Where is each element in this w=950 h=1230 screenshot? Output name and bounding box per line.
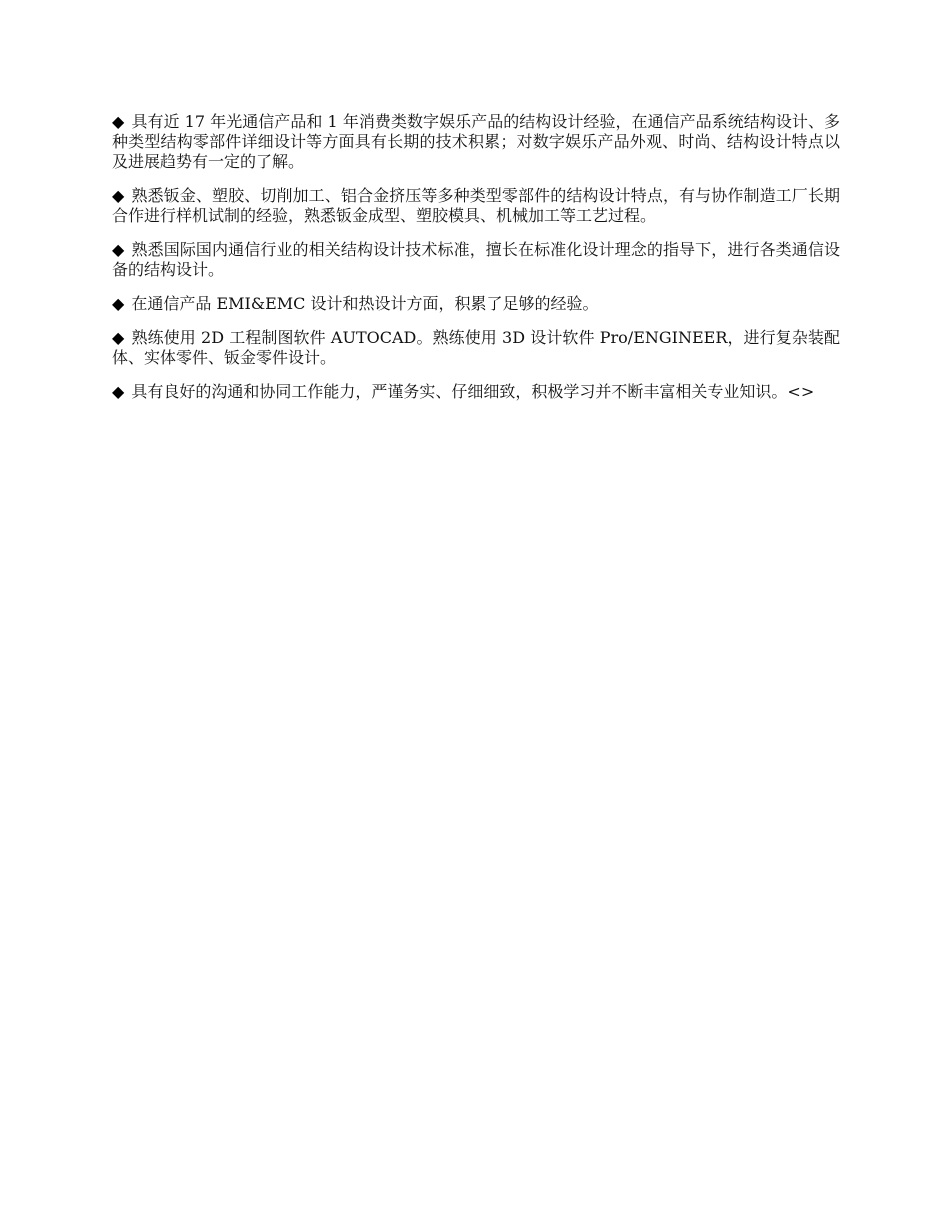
- diamond-bullet-icon: ◆: [112, 240, 125, 259]
- diamond-bullet-icon: ◆: [112, 382, 125, 401]
- paragraph-teamwork: [112, 382, 840, 402]
- diamond-bullet-icon: ◆: [112, 186, 125, 205]
- paragraph-text: 熟悉钣金、塑胶、切削加工、铝合金挤压等多种类型零部件的结构设计特点，有与协作制造工厂长期合作进行样机试制的经验，熟悉钣金成型、塑胶模具、机械加工等工艺过程。: [112, 186, 840, 225]
- diamond-bullet-icon: ◆: [112, 294, 125, 313]
- paragraph-experience: [112, 112, 840, 172]
- paragraph-standards: [112, 240, 840, 280]
- paragraph-text: 在通信产品 EMI&EMC 设计和热设计方面，积累了足够的经验。: [131, 294, 599, 313]
- paragraph-software: [112, 328, 840, 368]
- paragraph-materials: [112, 186, 840, 226]
- diamond-bullet-icon: ◆: [112, 328, 125, 347]
- paragraph-text: 熟悉国际国内通信行业的相关结构设计技术标准，擅长在标准化设计理念的指导下，进行各类通信设备的结构设计。: [112, 240, 840, 279]
- diamond-bullet-icon: ◆: [112, 112, 125, 131]
- paragraph-text: 具有近 17 年光通信产品和 1 年消费类数字娱乐产品的结构设计经验，在通信产品系统结构设计、多种类型结构零部件详细设计等方面具有长期的技术积累；对数字娱乐产品外观、时尚、结构设计特点以及进展趋势有一定的了解。: [112, 112, 840, 171]
- paragraph-text: 具有良好的沟通和协同工作能力，严谨务实、仔细细致，积极学习并不断丰富相关专业知识。<>: [131, 382, 815, 401]
- paragraph-emi-emc: [112, 294, 840, 314]
- paragraph-text: 熟练使用 2D 工程制图软件 AUTOCAD。熟练使用 3D 设计软件 Pro/ENGINEER，进行复杂装配体、实体零件、钣金零件设计。: [112, 328, 840, 367]
